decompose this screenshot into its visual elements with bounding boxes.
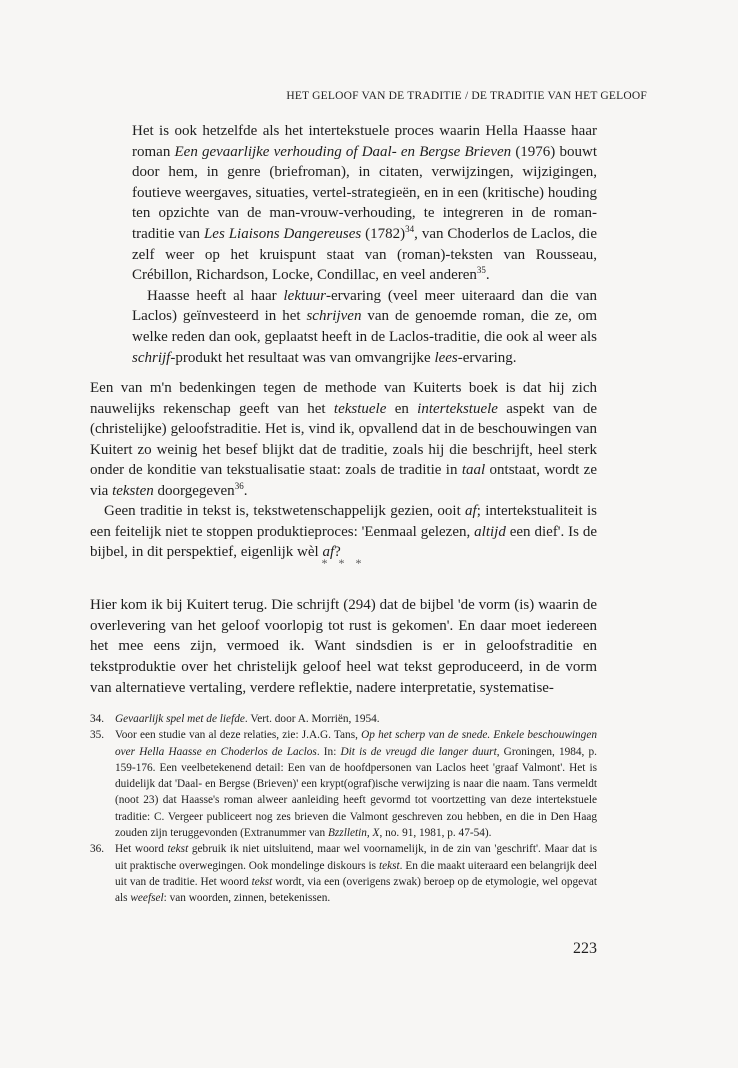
block-quote — [132, 121, 597, 368]
footnote-number: 34. — [90, 713, 105, 725]
quote-paragraph-2: Haasse heeft al haar lektuur-ervaring (veel meer uiteraard dan die van Laclos) geïnvesteerd in het schrijven van de genoemde roman, die ze, om welke reden dan ook, geplaatst heeft in de Laclos-traditie, die ook al weer als schrijf-produkt het resultaat was van omvangrijke lees-ervaring. — [132, 287, 597, 366]
footnote-ref-34[interactable]: 34 — [405, 223, 415, 234]
page-number: 223 — [573, 940, 597, 957]
body-paragraph-2: Geen traditie in tekst is, tekstwetenschappelijk gezien, ooit af; intertekstualiteit is een feitelijk niet te stoppen produktieproces: 'Eenmaal gelezen, altijd een dief'. Is de bijbel, in dit perspektief, eigenlijk wèl af? — [90, 503, 597, 560]
quote-paragraph-1: Het is ook hetzelfde als het intertekstuele proces waarin Hella Haasse haar roman Een gevaarlijke verhouding of Daal- en Bergse Brieven (1976) bouwt door hem, in genre (briefroman), in citaten, verwijzingen, wijzigingen, foutieve weergaves, situaties, vertel-strategieën, en in een (kritische) houding ten opzichte van de man-vrouw-verhouding, te integreren in de roman-traditie van Les Liaisons Dangereuses $(1782)^{34}$, van Choderlos de Laclos, die zelf weer op het kruispunt staat van (roman)-teksten van Rousseau, Crébillon, Richardson, Locke, Condillac, en veel anderen$^{35}$. — [132, 123, 597, 284]
body-paragraph-3: Hier kom ik bij Kuitert terug. Die schrijft (294) dat de bijbel 'de vorm (is) waarin de overlevering van het geloof voorlopig tot rust is gekomen'. En daar moet iedereen het mee eens zijn, vermoed ik. Want sindsdien is er in geloofstraditie en tekstproduktie over het christelijk geloof heel wat tekst geproduceerd, in de vorm van alternatieve vertaling, verdere reflektie, nadere interpretatie, systematise- — [90, 597, 597, 696]
footnote-36: 36. Het woord tekst gebruik ik niet uitsluitend, maar wel voornamelijk, in de zin van 'geschrift'. Maar dat is uit praktische overwegingen. Ook mondelinge diskours is tekst. En die maakt uiteraard een belangrijk deel uit van de traditie. Het woord tekst wordt, via een (overigens zwak) beroep op de etymologie, wel opgevat als weefsel: van woorden, zinnen, betekenissen. — [90, 843, 598, 905]
body-section-2 — [90, 595, 597, 699]
running-head: HET GELOOF VAN DE TRADITIE / DE TRADITIE VAN HET GELOOF — [286, 90, 647, 102]
body-paragraph-1: Een van m'n bedenkingen tegen de methode van Kuiterts boek is dat hij zich nauwelijks rekenschap geeft van het tekstuele en intertekstuele aspekt van de (christelijke) geloofstraditie. Het is, vind ik, opvallend dat in de beschouwingen van Kuitert zo weinig het besef blijkt dat de traditie, zoals hij die beschrijft, heel sterk onder de konditie van tekstualisatie staat: zoals de traditie in taal ontstaat, wordt ze via teksten doorgegeven$^{36}$. — [90, 380, 597, 499]
footnote-number: 35. — [90, 729, 105, 742]
footnote-ref-35[interactable]: 35 — [476, 265, 486, 276]
section-separator: * * * — [321, 556, 366, 570]
footnote-ref-36[interactable]: 36 — [234, 480, 244, 491]
footnote-34: 34. Gevaarlijk spel met de liefde. Vert. door A. Morriën, 1954. — [90, 711, 597, 727]
footnotes — [90, 711, 597, 907]
body-section-1 — [90, 378, 597, 563]
footnote-35: 35. Voor een studie van al deze relaties, zie: J.A.G. Tans, Op het scherp van de snede. Enkele beschouwingen over Hella Haasse en Choderlos de Laclos. In: Dit is de vreugd die langer duurt, Groningen, 1984, p. 159-176. Een veelbetekenend detail: Een van de hoofdpersonen van Laclos heet 'graaf Valmont'. Het is duidelijk dat 'Daal- en Bergse (Brieven)' een krypt(ograf)ische verwijzing is naar die naam. Tans vermeldt (noot 23) dat Haasse's roman alweer aanleiding heeft gevormd tot voortzetting van deze intertekstuele traditie: C. Vergeer publiceert nog zes brieven die Valmont geschreven zou hebben, en die in Den Haag zouden zijn teruggevonden (Extranummer van Bzzlletin, X, no. 91, 1981, p. 47-54). — [90, 729, 598, 840]
footnote-number: 36. — [90, 843, 105, 856]
